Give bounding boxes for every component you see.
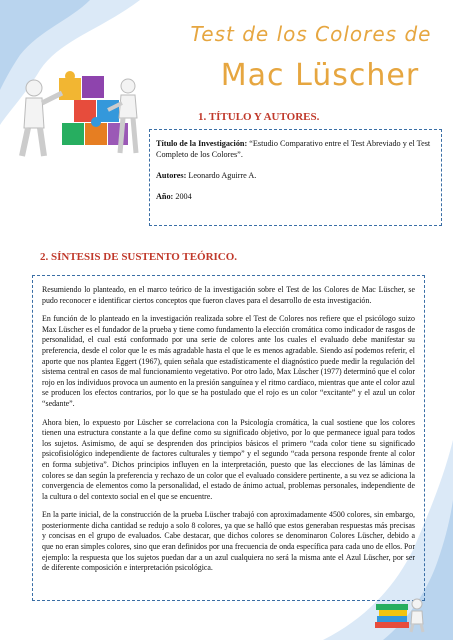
year-label: Año: (156, 192, 174, 201)
research-title-value: “Estudio Comparativo entre el Test Abreviado y el Test Completo de los Colores”. (156, 139, 431, 159)
authors-line (156, 170, 435, 181)
books-and-figure-illustration (371, 584, 431, 634)
paragraph: En la parte inicial, de la construcción de la prueba Lüscher trabajó con aproximadamente 4500 colores, sin embargo, posteriormente dicha cantidad se redujo a solo 8 colores, ya que se halló que estos generaban respuestas más precisas y concisas en el grupo de evaluados. Cabe destacar, que dichos colores se denominaron Colores Lüscher, debido a que no eran simples colores, sino que eran definidos por una frecuencia de onda específica para cada uno de ellos. Por ejemplo: la respuesta que los sujetos puedan dar a un azul cualquiera no será la misma ante el Azul Lüscher, por ser de diferente composición e interpretación psicológica. (42, 510, 415, 573)
section1-heading: 1. TÍTULO Y AUTORES. (198, 111, 320, 123)
section2-text-box (32, 275, 425, 601)
research-title-line (156, 138, 435, 160)
year-value: 2004 (173, 192, 192, 201)
section2-heading: 2. SÍNTESIS DE SUSTENTO TEÓRICO. (40, 251, 238, 263)
header-title-line1: Test de los Colores de (190, 22, 432, 46)
header-title-line2: Mac Lüscher (220, 58, 420, 93)
paragraph: Ahora bien, lo expuesto por Lüscher se correlaciona con la Psicología cromática, la cual sostiene que los colores tienen una estructura constante a la que define como su significado objetivo, por lo que permanece igual para todos los sujetos. Asimismo, de aquí se desprenden dos principios básicos el primero “cada color tiene su significado psicofisiológico independiente de factores culturales y tiempo” y el segundo “cada persona responde frente al color en forma subjetiva”. Dichos principios influyen en la interpretación, puesto que las elecciones de las láminas de colores se dan según la preferencia y rechazo de un color que el evaluado considere pertinente, a su vez se adiciona la convergencia de elementos como la personalidad, el estado de ánimo actual, problemas personales, independiente de la cultura o del contexto social en el que se encuentre. (42, 417, 415, 501)
year-line (156, 191, 435, 202)
authors-value: Leonardo Aguirre A. (186, 171, 257, 180)
paragraph: En función de lo planteado en la investigación realizada sobre el Test de Colores nos refiere que el psicólogo suizo Max Lüscher es el fundador de la prueba y tiene como fundamento la elección cromática como indicador de rasgos de personalidad, el cual está conformado por una serie de colores ante los cuales el evaluado debe manifestar su preferencia, desde el color que le es más agradable hasta el que le es menos agradable. Siendo así podemos referir, el aporte que nos plantea Eggert (1967), quien señala que estadísticamente el diagnóstico puede medir la regulación del sistema central en casos de mal funcionamiento vegetativo. Por otro lado, Max Lüscher (1977) determinó que el color rojo en los individuos provoca un aumento en la presión sanguínea y el ritmo cardíaco, mientras que ante el color azul se producen los efectos contrarios, por lo que se ha postulado que el rojo es un color “excitante” y el azul un color “sedante”. (42, 314, 415, 408)
puzzle-figures-illustration (4, 58, 144, 163)
authors-label: Autores: (156, 171, 187, 180)
section1-info-box (149, 129, 442, 226)
paragraph: Resumiendo lo planteado, en el marco teórico de la investigación sobre el Test de los Colores de Mac Lüscher, se pudo reconocer e identificar ciertos conceptos que fueron claves para el desarrollo de esta investigación. (42, 285, 415, 305)
research-title-label: Título de la Investigación: (156, 139, 248, 148)
